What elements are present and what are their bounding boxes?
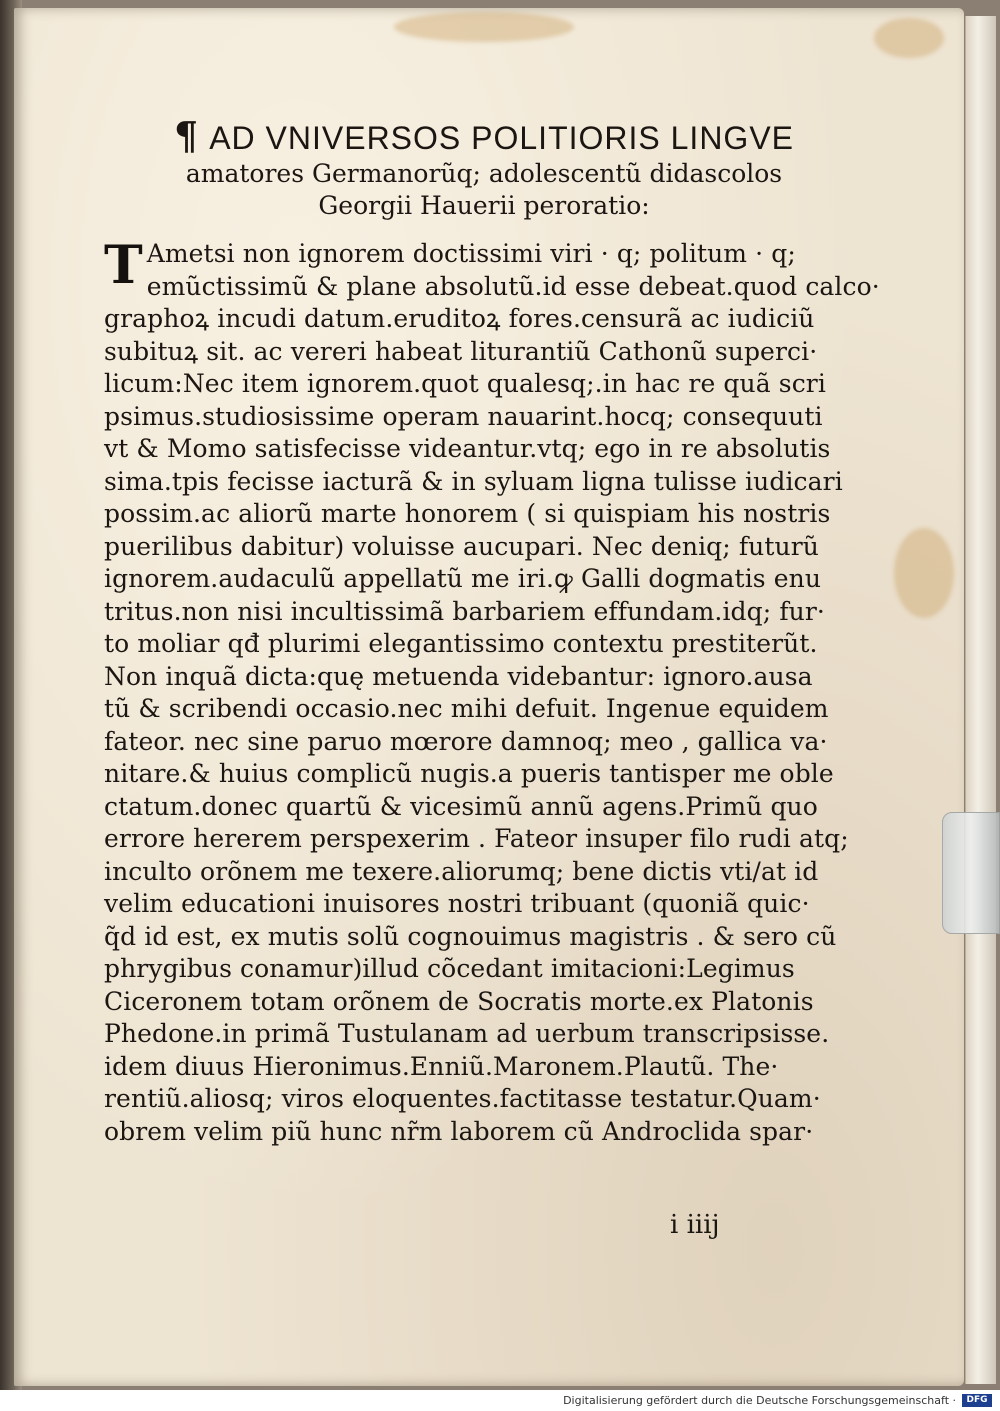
body-line: obrem velim piũ hunc nr̃m laborem cũ Androclida spar· [104, 1116, 814, 1146]
page-stain [874, 18, 944, 58]
text-block [104, 113, 880, 1148]
body-line: Non inquã dicta:quę metuenda videbantur: ignoro.ausa [104, 661, 813, 691]
body-line: errore hererem perspexerim . Fateor insuper filo rudi atq; [104, 824, 849, 853]
body-line: subituꝝ sit. ac vereri habeat liturantiũ Cathonũ superci· [104, 336, 818, 366]
body-line: vt & Momo satisfecisse videantur.vtq; ego in re absolutis [104, 434, 831, 463]
book-page [14, 8, 964, 1386]
body-line: sima.tpis fecisse iacturã & in syluam ligna tulisse iudicari [104, 466, 843, 496]
body-line: emũctissimũ & plane absolutũ.id esse debeat.quod calco· [146, 271, 880, 301]
body-line: Ametsi non ignorem doctissimi viri · q; politum · q; [146, 239, 796, 268]
footer-credit: Digitalisierung gefördert durch die Deutsche Forschungsgemeinschaft · [563, 1394, 956, 1407]
body-line: Ciceronem totam orõnem de Socratis morte.ex Platonis [104, 986, 814, 1016]
page-stain [394, 12, 574, 42]
body-line: tritus.non nisi incultissimã barbariem effundam.idq; fur· [104, 596, 825, 626]
footer-bar [0, 1390, 1000, 1411]
heading-line-3: Georgii Hauerii peroratio: [318, 191, 650, 220]
page-edge-strip [965, 16, 996, 1384]
body-line: rentiũ.aliosq; viros eloquentes.factitasse testatur.Quam· [104, 1084, 821, 1113]
body-line: inculto orõnem me texere.aliorumq; bene dictis vti/at id [104, 856, 819, 886]
pilcrow-mark: ¶ [174, 113, 200, 158]
heading-line-2: amatores Germanorũq; adolescentũ didascolos [185, 159, 783, 188]
body-line: Phedone.in primã Tustulanam ad uerbum transcripsisse. [104, 1019, 830, 1048]
body-line: velim educationi inuisores nostri tribuant (quoniã quic· [104, 889, 810, 918]
body-line: fateor. nec sine paruo mœrore damnoq; meo , gallica va· [104, 726, 828, 756]
body-line: ignorem.audaculũ appellatũ me iri.ꝙ Galli dogmatis enu [104, 564, 822, 593]
body-line: ctatum.donec quartũ & vicesimũ annũ agens.Primũ quo [104, 791, 818, 821]
body-line: to moliar qđ plurimi elegantissimo contextu prestiterũt. [104, 629, 818, 658]
page-heading [104, 113, 864, 222]
body-line: tũ & scribendi occasio.nec mihi defuit. Ingenue equidem [104, 694, 829, 723]
body-line: graphoꝝ incudi datum.eruditoꝝ fores.censurã ac iudiciũ [104, 304, 815, 333]
page-clip [942, 812, 1000, 934]
body-text [104, 235, 880, 1148]
body-line: possim.ac aliorũ marte honorem ( si quispiam his nostris [104, 499, 831, 528]
page-stain [894, 528, 954, 618]
body-line: psimus.studiosissime operam nauarint.hocq; consequuti [104, 401, 823, 431]
heading-line-1-text: AD VNIVERSOS POLITIORIS LINGVE [209, 120, 794, 156]
body-line: phrygibus conamur)illud cõcedant imitacioni:Legimus [104, 954, 795, 983]
heading-line-1 [104, 113, 864, 158]
signature-mark: i iiij [670, 1210, 720, 1240]
body-line: nitare.& huius complicũ nugis.a pueris tantisper me oble [104, 759, 834, 788]
body-line: licum:Nec item ignorem.quot qualesq;.in hac re quã scri [104, 369, 826, 398]
body-line: q̃d id est, ex mutis solũ cognouimus magistris . & sero cũ [104, 921, 837, 951]
body-line: idem diuus Hieronimus.Enniũ.Maronem.Plautũ. The· [104, 1051, 779, 1081]
body-line: puerilibus dabitur) voluisse aucupari. Nec deniq; futurũ [104, 531, 819, 561]
decorated-initial: T [104, 235, 143, 296]
dfg-logo: DFG [962, 1394, 992, 1407]
